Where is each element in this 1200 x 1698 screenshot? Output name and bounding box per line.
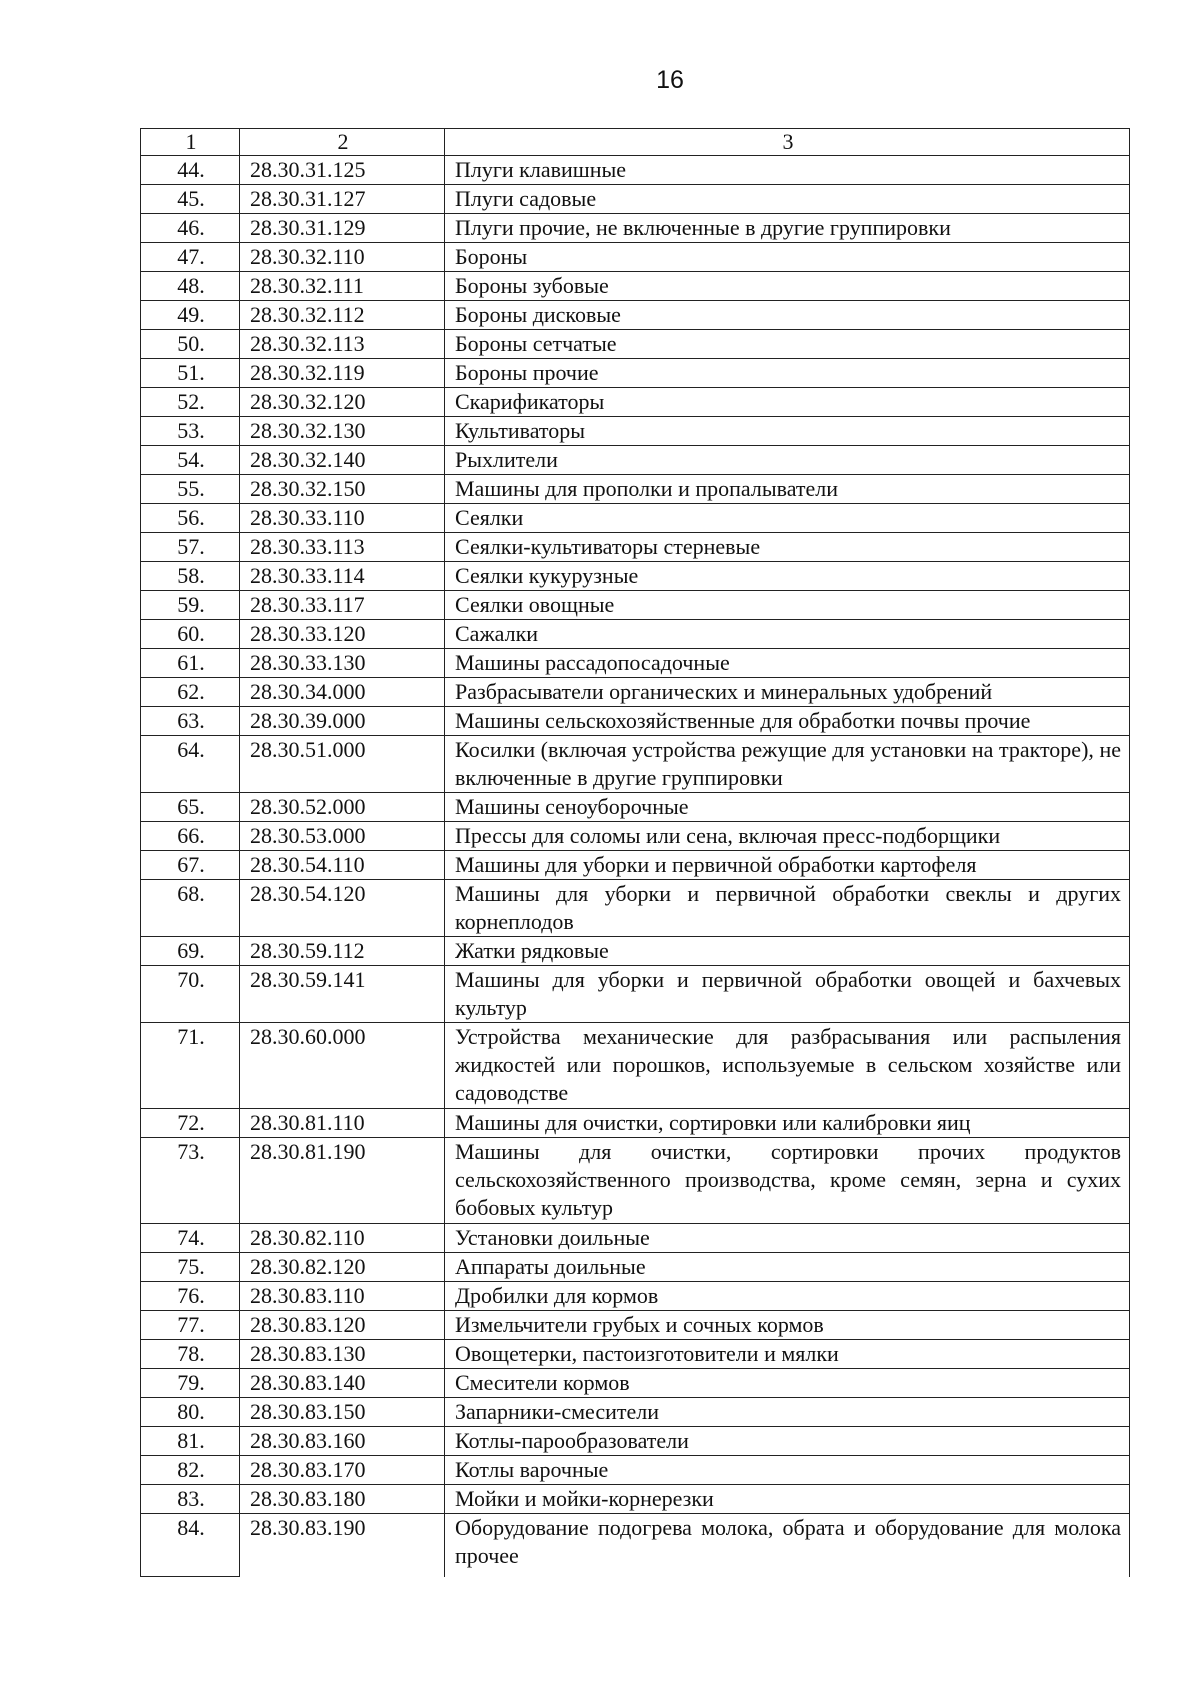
okpd-code-cell: 28.30.32.111 [240,272,445,301]
row-number-cell: 62. [141,678,240,707]
description-cell: Рыхлители [445,446,1130,475]
table-row [141,620,1130,649]
table-row [141,1485,1130,1514]
table-row [141,1109,1130,1138]
row-number-cell: 64. [141,736,240,793]
table-row [141,1427,1130,1456]
okpd-code-cell: 28.30.34.000 [240,678,445,707]
table-row [141,156,1130,185]
table-row [141,562,1130,591]
row-number-cell: 61. [141,649,240,678]
description-cell: Дробилки для кормов [445,1282,1130,1311]
table-row [141,388,1130,417]
description-cell: Машины рассадопосадочные [445,649,1130,678]
row-number-cell: 65. [141,793,240,822]
row-number-cell: 54. [141,446,240,475]
description-cell: Устройства механические для разбрасывания или распыления жидкостей или порошков, используемые в сельском хозяйстве или садоводстве [445,1023,1130,1109]
okpd-code-cell: 28.30.83.110 [240,1282,445,1311]
table-row [141,822,1130,851]
row-number-cell: 82. [141,1456,240,1485]
description-cell: Запарники-смесители [445,1398,1130,1427]
description-cell: Оборудование подогрева молока, обрата и оборудование для молока прочее [445,1514,1130,1577]
okpd-code-cell: 28.30.83.180 [240,1485,445,1514]
row-number-cell: 60. [141,620,240,649]
row-number-cell: 83. [141,1485,240,1514]
okpd-code-cell: 28.30.54.120 [240,880,445,937]
row-number-cell: 46. [141,214,240,243]
description-cell: Прессы для соломы или сена, включая пресс-подборщики [445,822,1130,851]
description-cell: Измельчители грубых и сочных кормов [445,1311,1130,1340]
header-row [141,129,1130,156]
description-cell: Скарификаторы [445,388,1130,417]
table-row [141,1398,1130,1427]
table-row [141,1514,1130,1577]
row-number-cell: 63. [141,707,240,736]
okpd-code-cell: 28.30.82.120 [240,1253,445,1282]
okpd-code-cell: 28.30.83.120 [240,1311,445,1340]
okpd-code-cell: 28.30.32.150 [240,475,445,504]
table-row [141,1224,1130,1253]
okpd-code-cell: 28.30.81.190 [240,1138,445,1224]
row-number-cell: 51. [141,359,240,388]
okpd-code-cell: 28.30.32.130 [240,417,445,446]
description-cell: Разбрасыватели органических и минеральных удобрений [445,678,1130,707]
table-row [141,1369,1130,1398]
okpd-code-cell: 28.30.32.119 [240,359,445,388]
okpd-code-cell: 28.30.33.130 [240,649,445,678]
okpd-code-cell: 28.30.60.000 [240,1023,445,1109]
description-cell: Машины сельскохозяйственные для обработки почвы прочие [445,707,1130,736]
okpd-code-cell: 28.30.31.125 [240,156,445,185]
description-cell: Сеялки-культиваторы стерневые [445,533,1130,562]
description-cell: Сеялки кукурузные [445,562,1130,591]
table-row [141,736,1130,793]
row-number-cell: 75. [141,1253,240,1282]
okpd-code-cell: 28.30.31.129 [240,214,445,243]
okpd-code-cell: 28.30.33.120 [240,620,445,649]
description-cell: Котлы варочные [445,1456,1130,1485]
table-row [141,504,1130,533]
description-cell: Плуги прочие, не включенные в другие группировки [445,214,1130,243]
table-row [141,1023,1130,1109]
row-number-cell: 56. [141,504,240,533]
okpd-code-cell: 28.30.32.113 [240,330,445,359]
okpd-code-cell: 28.30.32.140 [240,446,445,475]
row-number-cell: 45. [141,185,240,214]
okpd-code-cell: 28.30.83.130 [240,1340,445,1369]
table-row [141,1282,1130,1311]
description-cell: Плуги клавишные [445,156,1130,185]
table-row [141,475,1130,504]
table-row [141,301,1130,330]
description-cell: Бороны дисковые [445,301,1130,330]
okpd-code-cell: 28.30.83.170 [240,1456,445,1485]
okpd-code-cell: 28.30.51.000 [240,736,445,793]
row-number-cell: 73. [141,1138,240,1224]
description-cell: Плуги садовые [445,185,1130,214]
table-row [141,214,1130,243]
row-number-cell: 48. [141,272,240,301]
description-cell: Косилки (включая устройства режущие для установки на тракторе), не включенные в другие группировки [445,736,1130,793]
description-cell: Овощетерки, пастоизготовители и мялки [445,1340,1130,1369]
okpd-code-cell: 28.30.83.160 [240,1427,445,1456]
description-cell: Жатки рядковые [445,937,1130,966]
header-col-1: 1 [141,129,240,156]
row-number-cell: 53. [141,417,240,446]
table-row [141,1456,1130,1485]
table-row [141,446,1130,475]
okpd-code-cell: 28.30.52.000 [240,793,445,822]
row-number-cell: 76. [141,1282,240,1311]
table-row [141,1311,1130,1340]
row-number-cell: 74. [141,1224,240,1253]
table-row [141,243,1130,272]
row-number-cell: 69. [141,937,240,966]
row-number-cell: 49. [141,301,240,330]
row-number-cell: 44. [141,156,240,185]
okpd-code-cell: 28.30.32.110 [240,243,445,272]
okpd-code-cell: 28.30.54.110 [240,851,445,880]
okpd-code-cell: 28.30.39.000 [240,707,445,736]
description-cell: Бороны сетчатые [445,330,1130,359]
description-cell: Аппараты доильные [445,1253,1130,1282]
okpd-code-cell: 28.30.53.000 [240,822,445,851]
table-row [141,880,1130,937]
row-number-cell: 80. [141,1398,240,1427]
description-cell: Машины сеноуборочные [445,793,1130,822]
description-cell: Котлы-парообразователи [445,1427,1130,1456]
table-row [141,649,1130,678]
row-number-cell: 84. [141,1514,240,1577]
okpd-code-cell: 28.30.81.110 [240,1109,445,1138]
description-cell: Культиваторы [445,417,1130,446]
okpd-code-cell: 28.30.83.190 [240,1514,445,1577]
row-number-cell: 47. [141,243,240,272]
classifier-table [140,128,1130,1577]
description-cell: Установки доильные [445,1224,1130,1253]
row-number-cell: 77. [141,1311,240,1340]
table-body [141,156,1130,1577]
okpd-code-cell: 28.30.82.110 [240,1224,445,1253]
okpd-code-cell: 28.30.31.127 [240,185,445,214]
table-row [141,707,1130,736]
row-number-cell: 58. [141,562,240,591]
row-number-cell: 70. [141,966,240,1023]
description-cell: Машины для прополки и пропалыватели [445,475,1130,504]
description-cell: Машины для уборки и первичной обработки овощей и бахчевых культур [445,966,1130,1023]
row-number-cell: 72. [141,1109,240,1138]
table-row [141,966,1130,1023]
description-cell: Машины для уборки и первичной обработки картофеля [445,851,1130,880]
row-number-cell: 59. [141,591,240,620]
description-cell: Машины для очистки, сортировки прочих продуктов сельскохозяйственного производства, кроме семян, зерна и сухих бобовых культур [445,1138,1130,1224]
description-cell: Сеялки овощные [445,591,1130,620]
row-number-cell: 78. [141,1340,240,1369]
table-row [141,1253,1130,1282]
description-cell: Мойки и мойки-корнерезки [445,1485,1130,1514]
table-row [141,359,1130,388]
okpd-code-cell: 28.30.32.120 [240,388,445,417]
okpd-code-cell: 28.30.83.140 [240,1369,445,1398]
row-number-cell: 67. [141,851,240,880]
okpd-code-cell: 28.30.33.114 [240,562,445,591]
description-cell: Сеялки [445,504,1130,533]
table-row [141,417,1130,446]
description-cell: Машины для очистки, сортировки или калибровки яиц [445,1109,1130,1138]
description-cell: Сажалки [445,620,1130,649]
row-number-cell: 68. [141,880,240,937]
row-number-cell: 79. [141,1369,240,1398]
row-number-cell: 55. [141,475,240,504]
table-row [141,185,1130,214]
header-col-2: 2 [240,129,445,156]
table-row [141,1138,1130,1224]
okpd-code-cell: 28.30.59.112 [240,937,445,966]
row-number-cell: 52. [141,388,240,417]
table-row [141,1340,1130,1369]
row-number-cell: 50. [141,330,240,359]
row-number-cell: 57. [141,533,240,562]
okpd-code-cell: 28.30.83.150 [240,1398,445,1427]
header-col-3: 3 [445,129,1130,156]
okpd-code-cell: 28.30.33.113 [240,533,445,562]
description-cell: Бороны прочие [445,359,1130,388]
row-number-cell: 66. [141,822,240,851]
page-number: 16 [656,66,684,94]
description-cell: Бороны [445,243,1130,272]
table-row [141,533,1130,562]
table-row [141,851,1130,880]
table-row [141,330,1130,359]
okpd-code-cell: 28.30.32.112 [240,301,445,330]
okpd-code-cell: 28.30.59.141 [240,966,445,1023]
table-row [141,272,1130,301]
description-cell: Машины для уборки и первичной обработки свеклы и других корнеплодов [445,880,1130,937]
table-row [141,678,1130,707]
table-row [141,937,1130,966]
description-cell: Бороны зубовые [445,272,1130,301]
okpd-code-cell: 28.30.33.110 [240,504,445,533]
row-number-cell: 81. [141,1427,240,1456]
row-number-cell: 71. [141,1023,240,1109]
table-row [141,793,1130,822]
table-row [141,591,1130,620]
okpd-code-cell: 28.30.33.117 [240,591,445,620]
description-cell: Смесители кормов [445,1369,1130,1398]
